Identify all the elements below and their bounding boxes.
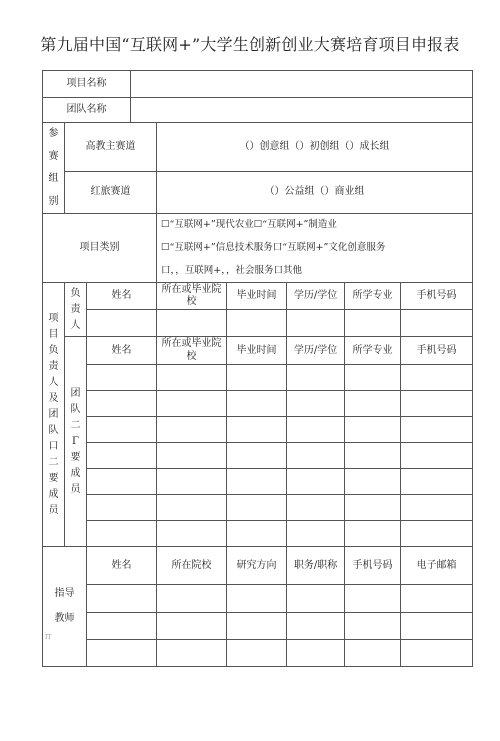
entry-cell[interactable] xyxy=(87,391,157,417)
entry-cell[interactable] xyxy=(87,585,157,613)
entry-cell[interactable] xyxy=(287,469,345,495)
entry-cell[interactable] xyxy=(287,585,345,613)
track-group-label: 参 赛 组 别 xyxy=(43,123,65,214)
entry-cell[interactable] xyxy=(401,495,473,521)
member-entry-row xyxy=(43,495,473,521)
entry-cell[interactable] xyxy=(157,521,227,547)
mentor-entry-row xyxy=(43,585,473,613)
entry-cell[interactable] xyxy=(227,640,287,667)
category-label: 项目类别 xyxy=(43,214,157,283)
project-name-field[interactable] xyxy=(131,71,473,98)
entry-cell[interactable] xyxy=(157,585,227,613)
category-options[interactable] xyxy=(157,214,473,283)
entry-cell[interactable] xyxy=(401,365,473,391)
entry-cell[interactable] xyxy=(87,495,157,521)
entry-cell[interactable] xyxy=(227,495,287,521)
track-row-main xyxy=(43,123,473,172)
entry-cell[interactable] xyxy=(287,640,345,667)
leader-label: 负责人 xyxy=(65,283,87,337)
header-cell: 所在院校 xyxy=(157,547,227,585)
header-cell: 姓名 xyxy=(87,547,157,585)
entry-cell[interactable] xyxy=(157,469,227,495)
entry-cell[interactable] xyxy=(401,310,473,337)
entry-cell[interactable] xyxy=(401,417,473,443)
entry-cell[interactable] xyxy=(345,613,401,640)
entry-cell[interactable] xyxy=(87,613,157,640)
entry-cell[interactable] xyxy=(287,443,345,469)
team-name-label: 团队名称 xyxy=(43,98,131,123)
entry-cell[interactable] xyxy=(401,585,473,613)
entry-cell[interactable] xyxy=(401,521,473,547)
entry-cell[interactable] xyxy=(87,469,157,495)
entry-cell[interactable] xyxy=(401,443,473,469)
member-entry-row xyxy=(43,443,473,469)
member-entry-row xyxy=(43,521,473,547)
track-main-options[interactable]: （）创意组（）初创组（）成长组 xyxy=(157,123,473,172)
entry-cell[interactable] xyxy=(287,613,345,640)
entry-cell[interactable] xyxy=(345,495,401,521)
entry-cell[interactable] xyxy=(345,469,401,495)
corner-note: IT xyxy=(45,634,52,641)
header-cell: 毕业时间 xyxy=(227,283,287,310)
header-cell: 所学专业 xyxy=(345,337,401,365)
entry-cell[interactable] xyxy=(345,521,401,547)
entry-cell[interactable] xyxy=(157,365,227,391)
mentor-entry-row xyxy=(43,613,473,640)
member-entry-row xyxy=(43,365,473,391)
header-cell: 手机号码 xyxy=(401,337,473,365)
header-cell: 电子邮箱 xyxy=(401,547,473,585)
header-cell: 手机号码 xyxy=(401,283,473,310)
entry-cell[interactable] xyxy=(227,469,287,495)
project-name-row xyxy=(43,71,473,98)
entry-cell[interactable] xyxy=(157,417,227,443)
entry-cell[interactable] xyxy=(157,310,227,337)
category-line: ☐“互联网+”信息技术服务口“互联网+”文化创意服务 xyxy=(161,241,386,253)
member-header-row xyxy=(43,337,473,365)
member-entry-row xyxy=(43,417,473,443)
header-cell: 手机号码 xyxy=(345,547,401,585)
entry-cell[interactable] xyxy=(87,521,157,547)
entry-cell[interactable] xyxy=(401,640,473,667)
header-cell: 所学专业 xyxy=(345,283,401,310)
entry-cell[interactable] xyxy=(401,613,473,640)
category-row xyxy=(43,214,473,283)
entry-cell[interactable] xyxy=(345,417,401,443)
entry-cell[interactable] xyxy=(87,417,157,443)
entry-cell[interactable] xyxy=(87,365,157,391)
entry-cell[interactable] xyxy=(227,310,287,337)
entry-cell[interactable] xyxy=(287,365,345,391)
entry-cell[interactable] xyxy=(345,365,401,391)
entry-cell[interactable] xyxy=(345,391,401,417)
entry-cell[interactable] xyxy=(345,585,401,613)
header-cell: 所在或毕业院校 xyxy=(157,337,227,365)
entry-cell[interactable] xyxy=(287,417,345,443)
track-red-name: 红旅赛道 xyxy=(65,171,157,213)
header-cell: 研究方向 xyxy=(227,547,287,585)
entry-cell[interactable] xyxy=(157,495,227,521)
entry-cell[interactable] xyxy=(287,521,345,547)
project-name-label: 项目名称 xyxy=(43,71,131,98)
form-title: 第九届中国“互联网+”大学生创新创业大赛培育项目申报表 xyxy=(40,35,460,54)
entry-cell[interactable] xyxy=(87,310,157,337)
entry-cell[interactable] xyxy=(87,443,157,469)
application-form-table xyxy=(42,70,473,667)
section-label: 项目负责人及团队口二要成员 xyxy=(43,283,65,547)
entry-cell[interactable] xyxy=(287,391,345,417)
header-cell: 姓名 xyxy=(87,283,157,310)
track-red-options[interactable]: （）公益组（）商业组 xyxy=(157,171,473,213)
leader-header-row xyxy=(43,283,473,310)
member-entry-row xyxy=(43,391,473,417)
mentor-label: 指导 教师 xyxy=(43,547,87,667)
header-cell: 所在或毕业院校 xyxy=(157,283,227,310)
entry-cell[interactable] xyxy=(287,495,345,521)
mentor-header-row xyxy=(43,547,473,585)
entry-cell[interactable] xyxy=(345,443,401,469)
entry-cell[interactable] xyxy=(227,391,287,417)
entry-cell[interactable] xyxy=(227,365,287,391)
entry-cell[interactable] xyxy=(227,521,287,547)
track-main-name: 高教主赛道 xyxy=(65,123,157,172)
member-entry-row xyxy=(43,469,473,495)
entry-cell[interactable] xyxy=(157,443,227,469)
header-cell: 职务/职称 xyxy=(287,547,345,585)
entry-cell[interactable] xyxy=(345,310,401,337)
category-line: ☐“互联网+”现代农业☐“互联网+”制造业 xyxy=(161,219,337,230)
header-cell: 学历/学位 xyxy=(287,283,345,310)
entry-cell[interactable] xyxy=(157,640,227,667)
leader-entry-row xyxy=(43,310,473,337)
entry-cell[interactable] xyxy=(401,391,473,417)
entry-cell[interactable] xyxy=(157,613,227,640)
entry-cell[interactable] xyxy=(227,585,287,613)
entry-cell[interactable] xyxy=(87,640,157,667)
track-row-red xyxy=(43,171,473,213)
mentor-entry-row xyxy=(43,640,473,667)
entry-cell[interactable] xyxy=(345,640,401,667)
entry-cell[interactable] xyxy=(227,443,287,469)
header-cell: 姓名 xyxy=(87,337,157,365)
category-line: 口，，互联网+，，社会服务口其他 xyxy=(161,264,302,276)
entry-cell[interactable] xyxy=(227,613,287,640)
header-cell: 毕业时间 xyxy=(227,337,287,365)
entry-cell[interactable] xyxy=(287,310,345,337)
entry-cell[interactable] xyxy=(401,469,473,495)
header-cell: 学历/学位 xyxy=(287,337,345,365)
member-label: 团队二Γ要成员 xyxy=(65,337,87,547)
team-name-field[interactable] xyxy=(131,98,473,123)
entry-cell[interactable] xyxy=(157,391,227,417)
team-name-row xyxy=(43,98,473,123)
entry-cell[interactable] xyxy=(227,417,287,443)
